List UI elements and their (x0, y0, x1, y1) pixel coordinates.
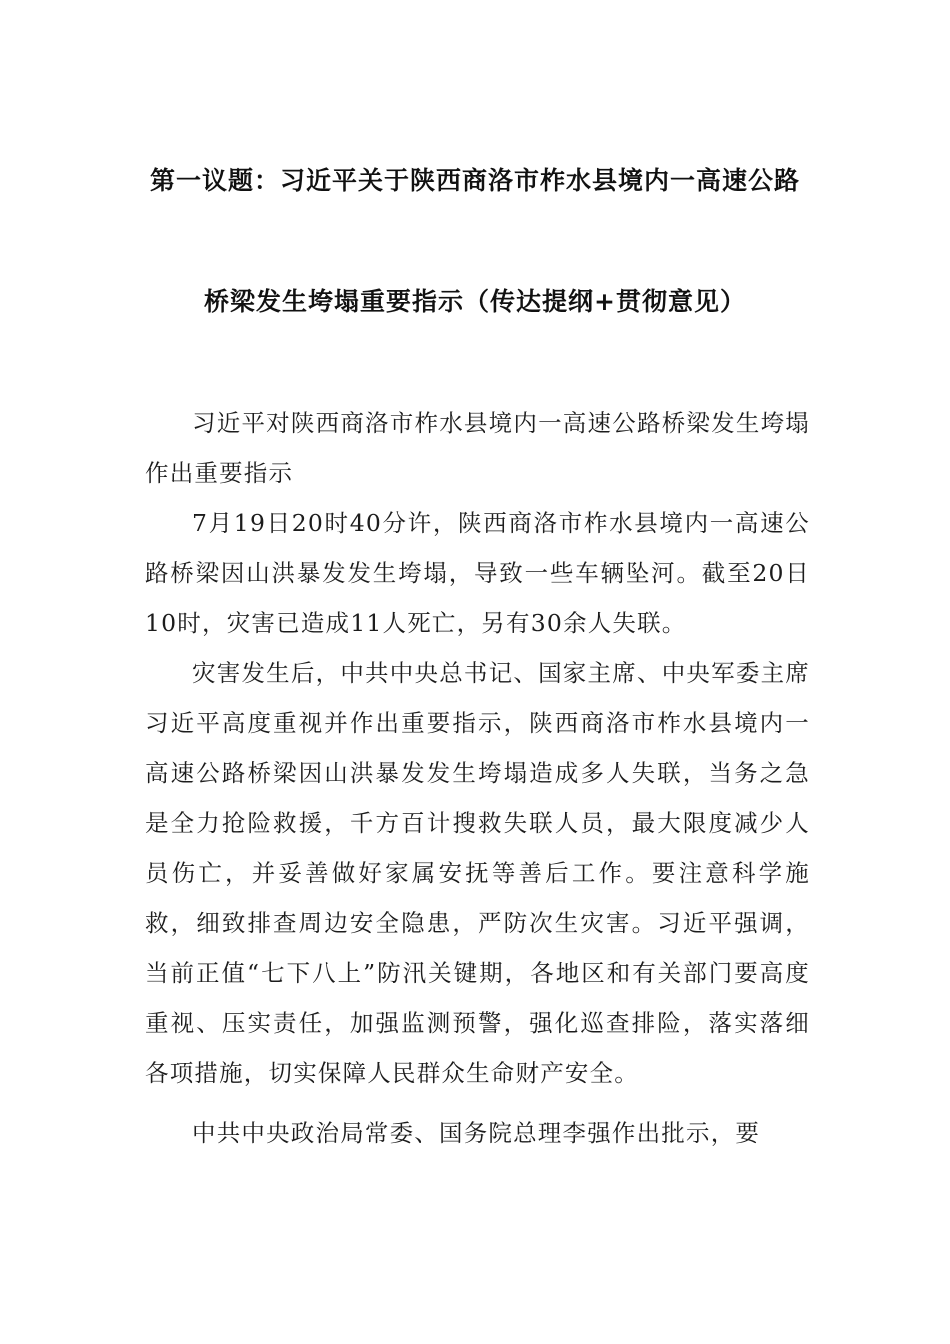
body-paragraph: 习近平对陕西商洛市柞水县境内一高速公路桥梁发生垮塌作出重要指示 (145, 409, 810, 487)
document-body (145, 398, 810, 1158)
body-paragraph: 灾害发生后，中共中央总书记、国家主席、中央军委主席习近平高度重视并作出重要指示，陕西商洛市柞水县境内一高速公路桥梁因山洪暴发发生垮塌造成多人失联，当务之急是全力抢险救援，千方百计搜救失联人员，最大限度减少人员伤亡，并妥善做好家属安抚等善后工作。要注意科学施救，细致排查周边安全隐患，严防次生灾害。习近平强调，当前正值“七下八上”防汛关键期，各地区和有关部门要高度重视、压实责任，加强监测预警，强化巡查排险，落实落细各项措施，切实保障人民群众生命财产安全。 (145, 659, 810, 1087)
document-title-line-1: 第一议题：习近平关于陕西商洛市柞水县境内一高速公路 (149, 166, 800, 195)
document-title-line-2: 桥梁发生垮塌重要指示（传达提纲+贯彻意见） (204, 287, 746, 316)
body-paragraph: 中共中央政治局常委、国务院总理李强作出批示，要 (192, 1119, 761, 1147)
body-paragraph: 7月19日20时40分许，陕西商洛市柞水县境内一高速公路桥梁因山洪暴发发生垮塌，导致一些车辆坠河。截至20日10时，灾害已造成11人死亡，另有30余人失联。 (145, 509, 810, 637)
